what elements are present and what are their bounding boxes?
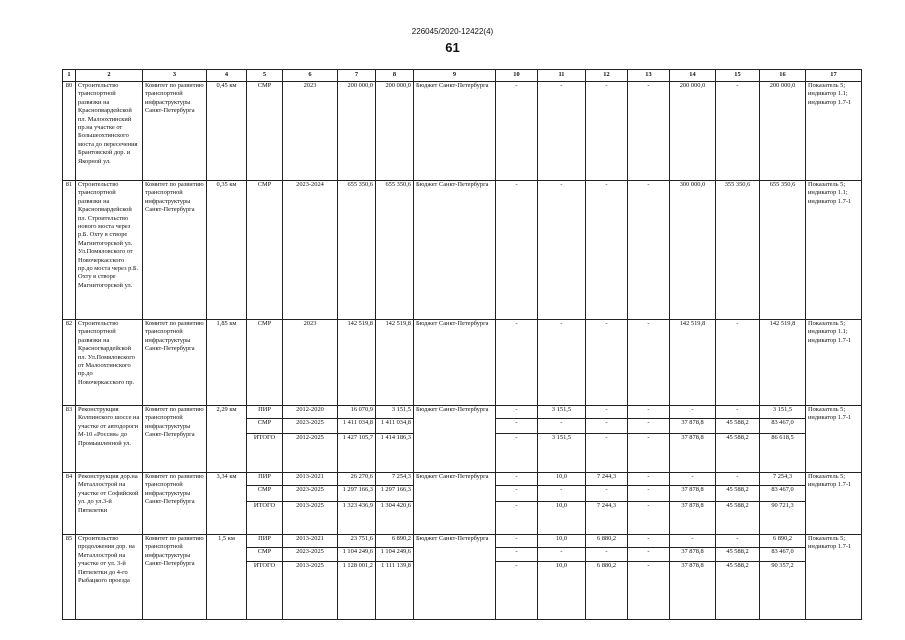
customer: Комитет по развитию транспортной инфраструктуры Санкт-Петербурга [143,535,207,620]
stage-type: СМР [247,548,283,562]
table-row [63,406,862,419]
year-amount-c16: 200 000,0 [760,82,806,181]
stage-period: 2023-2025 [283,419,338,434]
remaining-cost: 655 350,6 [376,181,414,320]
year-amount-c10: - [496,535,538,548]
capacity: 2,29 км [207,406,247,473]
funding-source: Бюджет Санкт-Петербурга [414,320,496,406]
row-number: 81 [63,181,76,320]
year-amount-c12: 6 880,2 [586,535,628,548]
customer: Комитет по развитию транспортной инфраструктуры Санкт-Петербурга [143,320,207,406]
year-amount-c13: - [628,535,670,548]
table-row [63,473,862,486]
row-number: 84 [63,473,76,535]
customer: Комитет по развитию транспортной инфраструктуры Санкт-Петербурга [143,473,207,535]
stage-type: СМР [247,181,283,320]
remaining-cost: 142 519,8 [376,320,414,406]
remaining-cost: 1 104 249,6 [376,548,414,562]
stage-period: 2023-2025 [283,548,338,562]
column-header: 5 [247,70,283,82]
stage-type: ИТОГО [247,434,283,473]
remaining-cost: 7 254,3 [376,473,414,486]
year-amount-c15: - [716,535,760,548]
object-name: Строительство транспортной развязки на Краснопвардейской пл. Малоохтинский пр.на участке от Большеохтинского моста до пересечения Брантовской дор. и Якорной ул. [76,82,143,181]
year-amount-c16: 6 890,2 [760,535,806,548]
total-cost: 200 000,0 [338,82,376,181]
year-amount-c16: 142 519,8 [760,320,806,406]
indicator: Показатель 5; индикатор 1.1; индикатор 1.7-1 [806,320,862,406]
year-amount-c14: 200 000,0 [670,82,716,181]
year-amount-c10: - [496,486,538,502]
year-amount-c16: 90 357,2 [760,562,806,620]
year-amount-c15: 45 588,2 [716,486,760,502]
column-header: 14 [670,70,716,82]
capacity: 1,85 км [207,320,247,406]
object-name: Строительство продолжения дор. на Металлострой на участке от ул. 3-й Пятилетки до 4-го Рыбацкого проезда [76,535,143,620]
total-cost: 26 270,6 [338,473,376,486]
stage-period: 2023-2025 [283,486,338,502]
stage-period: 2023 [283,82,338,181]
table-row [63,82,862,181]
year-amount-c14: 37 878,8 [670,548,716,562]
funding-source: Бюджет Санкт-Петербурга [414,406,496,473]
object-name: Строительство транспортной развязки на Красногвардейской пл. Ул.Помяловского от Малоохтинского пр.до Новочеркасского пр. [76,320,143,406]
stage-type: СМР [247,419,283,434]
indicator: Показатель 5; индикатор 1.7-1 [806,535,862,620]
capacity: 0,45 км [207,82,247,181]
column-header: 10 [496,70,538,82]
remaining-cost: 1 411 034,8 [376,419,414,434]
year-amount-c10: - [496,320,538,406]
year-amount-c16: 90 721,3 [760,502,806,535]
funding-source: Бюджет Санкт-Петербурга [414,181,496,320]
year-amount-c16: 83 467,0 [760,548,806,562]
year-amount-c15: 45 588,2 [716,434,760,473]
row-number: 85 [63,535,76,620]
year-amount-c16: 655 350,6 [760,181,806,320]
year-amount-c11: 10,0 [538,473,586,486]
year-amount-c10: - [496,419,538,434]
stage-type: ИТОГО [247,502,283,535]
stage-type: СМР [247,320,283,406]
column-header: 17 [806,70,862,82]
indicator: Показатель 5; индикатор 1.1; индикатор 1.7-1 [806,82,862,181]
indicator: Показатель 5; индикатор 1.1; индикатор 1.7-1 [806,181,862,320]
year-amount-c12: - [586,486,628,502]
column-header: 11 [538,70,586,82]
year-amount-c12: 7 244,3 [586,502,628,535]
remaining-cost: 6 890,2 [376,535,414,548]
year-amount-c10: - [496,82,538,181]
table-row [63,320,862,406]
remaining-cost: 1 414 186,3 [376,434,414,473]
year-amount-c10: - [496,434,538,473]
column-header: 16 [760,70,806,82]
year-amount-c10: - [496,181,538,320]
year-amount-c16: 7 254,3 [760,473,806,486]
year-amount-c13: - [628,320,670,406]
year-amount-c11: 10,0 [538,562,586,620]
year-amount-c11: - [538,548,586,562]
total-cost: 1 128 001,2 [338,562,376,620]
object-name: Реконструкция Колпинского шоссе на участке от автодороги М-10 «Россия» до Промышленной ул. [76,406,143,473]
row-number: 83 [63,406,76,473]
table-row [63,535,862,548]
year-amount-c15: - [716,320,760,406]
stage-period: 2013-2021 [283,473,338,486]
year-amount-c13: - [628,473,670,486]
year-amount-c12: 7 244,3 [586,473,628,486]
year-amount-c14: - [670,535,716,548]
year-amount-c12: - [586,419,628,434]
column-header: 2 [76,70,143,82]
year-amount-c12: 6 880,2 [586,562,628,620]
remaining-cost: 1 297 166,3 [376,486,414,502]
column-header: 12 [586,70,628,82]
year-amount-c11: 3 151,5 [538,434,586,473]
year-amount-c14: 142 519,8 [670,320,716,406]
customer: Комитет по развитию транспортной инфраструктуры Санкт-Петербурга [143,82,207,181]
year-amount-c15: 45 588,2 [716,562,760,620]
year-amount-c10: - [496,473,538,486]
column-header: 9 [414,70,496,82]
column-header: 13 [628,70,670,82]
year-amount-c12: - [586,434,628,473]
year-amount-c12: - [586,320,628,406]
page-number: 61 [445,40,460,55]
year-amount-c14: - [670,406,716,419]
column-header: 6 [283,70,338,82]
year-amount-c16: 3 151,5 [760,406,806,419]
stage-type: ПИР [247,406,283,419]
year-amount-c13: - [628,181,670,320]
indicator: Показатель 5; индикатор 1.7-1 [806,406,862,473]
investment-table [62,69,862,620]
total-cost: 1 427 105,7 [338,434,376,473]
row-number: 80 [63,82,76,181]
total-cost: 1 411 034,8 [338,419,376,434]
stage-period: 2023 [283,320,338,406]
remaining-cost: 1 111 139,8 [376,562,414,620]
year-amount-c10: - [496,548,538,562]
year-amount-c13: - [628,82,670,181]
stage-period: 2012-2020 [283,406,338,419]
stage-type: СМР [247,486,283,502]
year-amount-c12: - [586,181,628,320]
stage-type: ПИР [247,535,283,548]
stage-type: СМР [247,82,283,181]
remaining-cost: 3 151,5 [376,406,414,419]
year-amount-c14: 37 878,8 [670,434,716,473]
customer: Комитет по развитию транспортной инфраструктуры Санкт-Петербурга [143,181,207,320]
total-cost: 1 297 166,3 [338,486,376,502]
total-cost: 23 751,6 [338,535,376,548]
year-amount-c15: 45 588,2 [716,419,760,434]
year-amount-c15: 355 350,6 [716,181,760,320]
year-amount-c13: - [628,434,670,473]
capacity: 0,35 км [207,181,247,320]
funding-source: Бюджет Санкт-Петербурга [414,535,496,620]
year-amount-c15: 45 588,2 [716,502,760,535]
stage-period: 2013-2025 [283,562,338,620]
stage-period: 2013-2025 [283,502,338,535]
total-cost: 1 104 249,6 [338,548,376,562]
customer: Комитет по развитию транспортной инфраструктуры Санкт-Петербурга [143,406,207,473]
year-amount-c10: - [496,502,538,535]
year-amount-c12: - [586,82,628,181]
year-amount-c12: - [586,406,628,419]
year-amount-c14: 37 878,8 [670,562,716,620]
year-amount-c13: - [628,406,670,419]
stage-type: ИТОГО [247,562,283,620]
total-cost: 655 350,6 [338,181,376,320]
year-amount-c13: - [628,419,670,434]
year-amount-c16: 83 467,0 [760,419,806,434]
year-amount-c12: - [586,548,628,562]
year-amount-c15: - [716,473,760,486]
indicator: Показатель 5; индикатор 1.7-1 [806,473,862,535]
year-amount-c11: - [538,181,586,320]
remaining-cost: 200 000,0 [376,82,414,181]
funding-source: Бюджет Санкт-Петербурга [414,473,496,535]
funding-source: Бюджет Санкт-Петербурга [414,82,496,181]
year-amount-c15: - [716,82,760,181]
column-header: 15 [716,70,760,82]
year-amount-c16: 86 618,5 [760,434,806,473]
stage-period: 2023-2024 [283,181,338,320]
capacity: 1,5 км [207,535,247,620]
stage-period: 2013-2021 [283,535,338,548]
year-amount-c14: 300 000,0 [670,181,716,320]
year-amount-c11: 10,0 [538,502,586,535]
column-header: 1 [63,70,76,82]
year-amount-c11: 3 151,5 [538,406,586,419]
year-amount-c13: - [628,486,670,502]
object-name: Реконструкция дор.на Металлострой на участке от Софийской ул. до ул.3-й Пятилетки [76,473,143,535]
column-header: 3 [143,70,207,82]
year-amount-c11: 10,0 [538,535,586,548]
year-amount-c15: 45 588,2 [716,548,760,562]
year-amount-c15: - [716,406,760,419]
year-amount-c10: - [496,562,538,620]
remaining-cost: 1 304 420,6 [376,502,414,535]
column-header: 8 [376,70,414,82]
header-row [63,70,862,82]
year-amount-c13: - [628,502,670,535]
year-amount-c13: - [628,562,670,620]
stage-period: 2012-2025 [283,434,338,473]
total-cost: 16 070,9 [338,406,376,419]
column-header: 7 [338,70,376,82]
year-amount-c13: - [628,548,670,562]
year-amount-c11: - [538,320,586,406]
table-row [63,181,862,320]
year-amount-c10: - [496,406,538,419]
object-name: Строительство транспортной развязки на Краснопвардейской пл. Строительство нового моста через р.Б. Охту в створе Магнитогорской ул. Ул.Помяловского от Новочеркасского пр.до моста через р.Б. Охту в створе Магнитогорской ул. [76,181,143,320]
year-amount-c16: 83 467,0 [760,486,806,502]
total-cost: 142 519,8 [338,320,376,406]
year-amount-c11: - [538,82,586,181]
year-amount-c14: - [670,473,716,486]
year-amount-c11: - [538,419,586,434]
year-amount-c14: 37 878,8 [670,419,716,434]
capacity: 3,34 км [207,473,247,535]
row-number: 82 [63,320,76,406]
document-number: 226045/2020-12422(4) [411,27,494,36]
year-amount-c11: - [538,486,586,502]
total-cost: 1 323 436,9 [338,502,376,535]
year-amount-c14: 37 878,8 [670,502,716,535]
year-amount-c14: 37 878,8 [670,486,716,502]
stage-type: ПИР [247,473,283,486]
column-header: 4 [207,70,247,82]
